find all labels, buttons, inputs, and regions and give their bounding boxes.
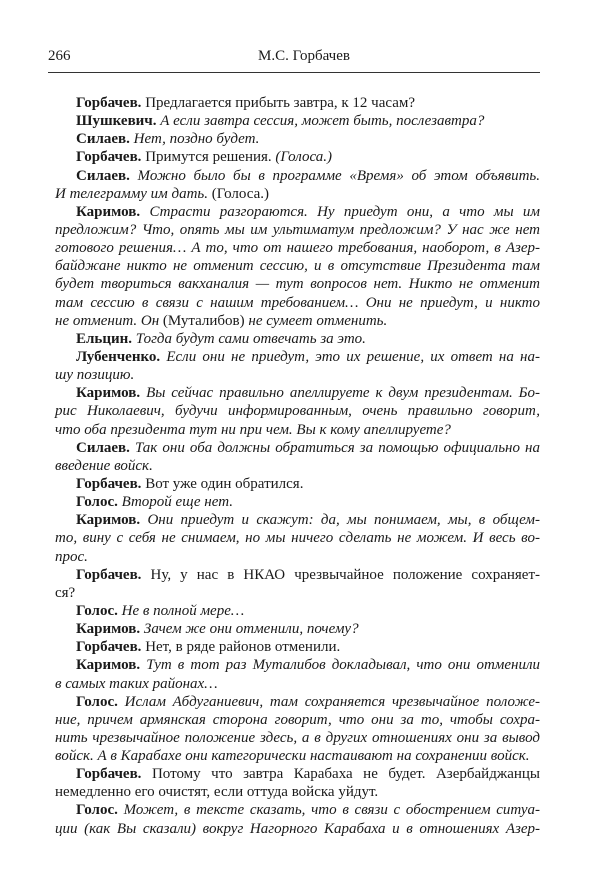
text-line	[55, 221, 540, 239]
dialogue-paragraph	[55, 330, 540, 348]
speech-text-italic: рис Николаевич, будучи информированным, очень правильно говорит,	[55, 403, 540, 420]
dialogue-paragraph	[55, 130, 540, 148]
dialogue-paragraph	[55, 566, 540, 602]
text-line	[55, 529, 540, 547]
speech-text: (Муталибов)	[162, 312, 245, 329]
speech-text-italic: будет твориться вакханалия — тут вопросов нет. Никто не отменит	[55, 276, 540, 293]
text-line	[55, 185, 540, 203]
dialogue-paragraph	[55, 148, 540, 166]
text-line	[55, 457, 540, 475]
text-line	[55, 475, 540, 493]
speech-text-italic: Можно было бы в программе «Время» об этом объявить.	[129, 167, 540, 184]
speaker-name: Голос.	[76, 802, 118, 819]
text-line	[55, 366, 540, 384]
speech-text-italic: Тогда будут сами отвечать за это.	[132, 330, 366, 347]
text-line	[55, 566, 540, 584]
text-line	[55, 275, 540, 293]
text-line	[55, 130, 540, 148]
speech-text-italic: байджане никто не отменит сессию, и в отсутствие Президента там	[55, 258, 540, 275]
dialogue-paragraph	[55, 602, 540, 620]
speaker-name: Горбачев.	[76, 766, 142, 783]
speaker-name: Горбачев.	[76, 149, 142, 166]
speaker-name: Горбачев.	[76, 95, 142, 111]
speech-text-italic: там сессию в связи с нашим требованием… Они не приедут, и никто	[55, 294, 540, 311]
speech-text-italic: Так они оба должны обратиться за помощью официально на	[129, 439, 540, 456]
speech-text: немедленно его очистят, если оттуда войска уйдут.	[55, 784, 379, 801]
text-line	[55, 167, 540, 185]
speaker-name: Силаев.	[76, 131, 130, 148]
speech-text-italic: не отменит. Он	[55, 312, 163, 329]
speech-text-italic: Нет, поздно будет.	[129, 131, 260, 148]
speaker-name: Каримов.	[76, 203, 141, 220]
speech-text-italic: Зачем же они отменили, почему?	[140, 621, 359, 638]
speech-text: Ну, у нас в НКАО чрезвычайное положение сохраняет-	[141, 566, 540, 583]
speech-text-italic: А если завтра сессия, может быть, послезавтра?	[156, 113, 485, 130]
text-line	[55, 511, 540, 529]
text-line	[55, 747, 540, 765]
text-line	[55, 602, 540, 620]
text-line	[55, 439, 540, 457]
speech-text: Потому что завтра Карабаха не будет. Азербайджанцы	[141, 766, 540, 783]
running-title: М.С. Горбачев	[258, 48, 350, 64]
text-line	[55, 711, 540, 729]
speaker-name: Горбачев.	[76, 475, 142, 492]
speech-text-italic: Ислам Абдуганиевич, там сохраняется чрезвычайное положе-	[117, 693, 540, 710]
text-line	[55, 112, 540, 130]
text-line	[55, 548, 540, 566]
speech-text-italic: (Голоса.)	[275, 149, 333, 166]
transcript-body	[55, 94, 540, 838]
text-line	[55, 638, 540, 656]
text-line	[55, 421, 540, 439]
dialogue-paragraph	[55, 493, 540, 511]
dialogue-paragraph	[55, 203, 540, 330]
speaker-name: Силаев.	[76, 439, 130, 456]
speech-text-italic: Может, в тексте сказать, что в связи с обострением ситуа-	[117, 802, 540, 819]
speech-text-italic: готового решения… А то, что от нашего требования, наоборот, в Азер-	[55, 240, 540, 257]
text-line	[55, 402, 540, 420]
text-line	[55, 801, 540, 819]
dialogue-paragraph	[55, 656, 540, 692]
dialogue-paragraph	[55, 167, 540, 203]
speech-text: (Голоса.)	[208, 185, 270, 202]
speaker-name: Лубенченко.	[76, 348, 161, 365]
text-line	[55, 312, 540, 330]
speech-text-italic: войск. А в Карабахе они категорически настаивают на сохранении войск.	[55, 748, 530, 765]
speech-text-italic: прос.	[55, 548, 88, 565]
speaker-name: Голос.	[76, 602, 118, 619]
speech-text-italic: что оба президента тут ни при чем. Вы к кому апеллируете?	[55, 421, 451, 438]
speaker-name: Горбачев.	[76, 566, 142, 583]
speech-text-italic: Если они не приедут, это их решение, их ответ на на-	[160, 348, 540, 365]
speech-text-italic: ние, причем армянская сторона говорит, что они за то, чтобы сохра-	[55, 711, 540, 728]
speech-text-italic: Они приедут и скажут: да, мы понимаем, мы, в общем-	[140, 512, 540, 529]
text-line	[55, 675, 540, 693]
text-line	[55, 620, 540, 638]
speech-text: Примутся решения.	[141, 149, 276, 166]
speech-text-italic: Страсти разгораются. Ну приедут они, а что мы им	[140, 203, 540, 220]
speaker-name: Голос.	[76, 693, 118, 710]
text-line	[55, 257, 540, 275]
dialogue-paragraph	[55, 638, 540, 656]
text-line	[55, 94, 540, 112]
text-line	[55, 693, 540, 711]
speaker-name: Каримов.	[76, 657, 141, 674]
speaker-name: Силаев.	[76, 167, 130, 184]
page-number: 266	[48, 48, 71, 64]
speech-text-italic: Не в полной мере…	[117, 602, 245, 619]
speech-text-italic: предложим? Что, опять мы им ультиматум предложим? У нас же нет	[55, 221, 540, 238]
dialogue-paragraph	[55, 348, 540, 384]
speech-text-italic: введение войск.	[55, 457, 153, 474]
speaker-name: Каримов.	[76, 512, 141, 529]
speaker-name: Горбачев.	[76, 639, 142, 656]
dialogue-paragraph	[55, 693, 540, 766]
text-line	[55, 493, 540, 511]
text-line	[55, 820, 540, 838]
speech-text-italic: И телеграмму им дать.	[55, 185, 208, 202]
speech-text-italic: ции (как Вы сказали) вокруг Нагорного Карабаха и в отношениях Азер-	[55, 820, 540, 837]
speech-text-italic: не сумеет отменить.	[244, 312, 388, 329]
dialogue-paragraph	[55, 765, 540, 801]
speaker-name: Голос.	[76, 494, 118, 511]
dialogue-paragraph	[55, 801, 540, 837]
text-line	[55, 348, 540, 366]
speech-text-italic: Вы сейчас правильно апеллируете к двум президентам. Бо-	[140, 385, 540, 402]
speech-text-italic: в самых таких районах…	[55, 675, 218, 692]
dialogue-paragraph	[55, 511, 540, 565]
dialogue-paragraph	[55, 475, 540, 493]
text-line	[55, 384, 540, 402]
dialogue-paragraph	[55, 112, 540, 130]
speech-text-italic: Второй еще нет.	[117, 494, 233, 511]
speaker-name: Каримов.	[76, 621, 141, 638]
speech-text-italic: шу позицию.	[55, 367, 135, 384]
speaker-name: Ельцин.	[76, 330, 133, 347]
dialogue-paragraph	[55, 439, 540, 475]
text-line	[55, 148, 540, 166]
dialogue-paragraph	[55, 620, 540, 638]
header-rule	[48, 72, 540, 73]
text-line	[55, 584, 540, 602]
dialogue-paragraph	[55, 384, 540, 438]
text-line	[55, 783, 540, 801]
speech-text-italic: Тут в тот раз Муталибов докладывал, что они отменили	[140, 657, 540, 674]
speaker-name: Каримов.	[76, 385, 141, 402]
text-line	[55, 294, 540, 312]
speech-text: Вот уже один обратился.	[141, 475, 304, 492]
speech-text: Предлагается прибыть завтра, к 12 часам?	[141, 95, 416, 111]
speech-text-italic: нить чрезвычайное положение здесь, а в других отношениях они за вывод	[55, 729, 540, 746]
text-line	[55, 656, 540, 674]
speaker-name: Шушкевич.	[76, 113, 157, 130]
text-line	[55, 330, 540, 348]
speech-text: Нет, в ряде районов отменили.	[141, 639, 341, 656]
speech-text-italic: то, вину с себя не снимаем, но мы ничего сделать не можем. И весь во-	[55, 530, 540, 547]
speech-text: ся?	[55, 584, 76, 601]
text-line	[55, 203, 540, 221]
dialogue-paragraph	[55, 94, 540, 112]
text-line	[55, 765, 540, 783]
text-line	[55, 239, 540, 257]
text-line	[55, 729, 540, 747]
